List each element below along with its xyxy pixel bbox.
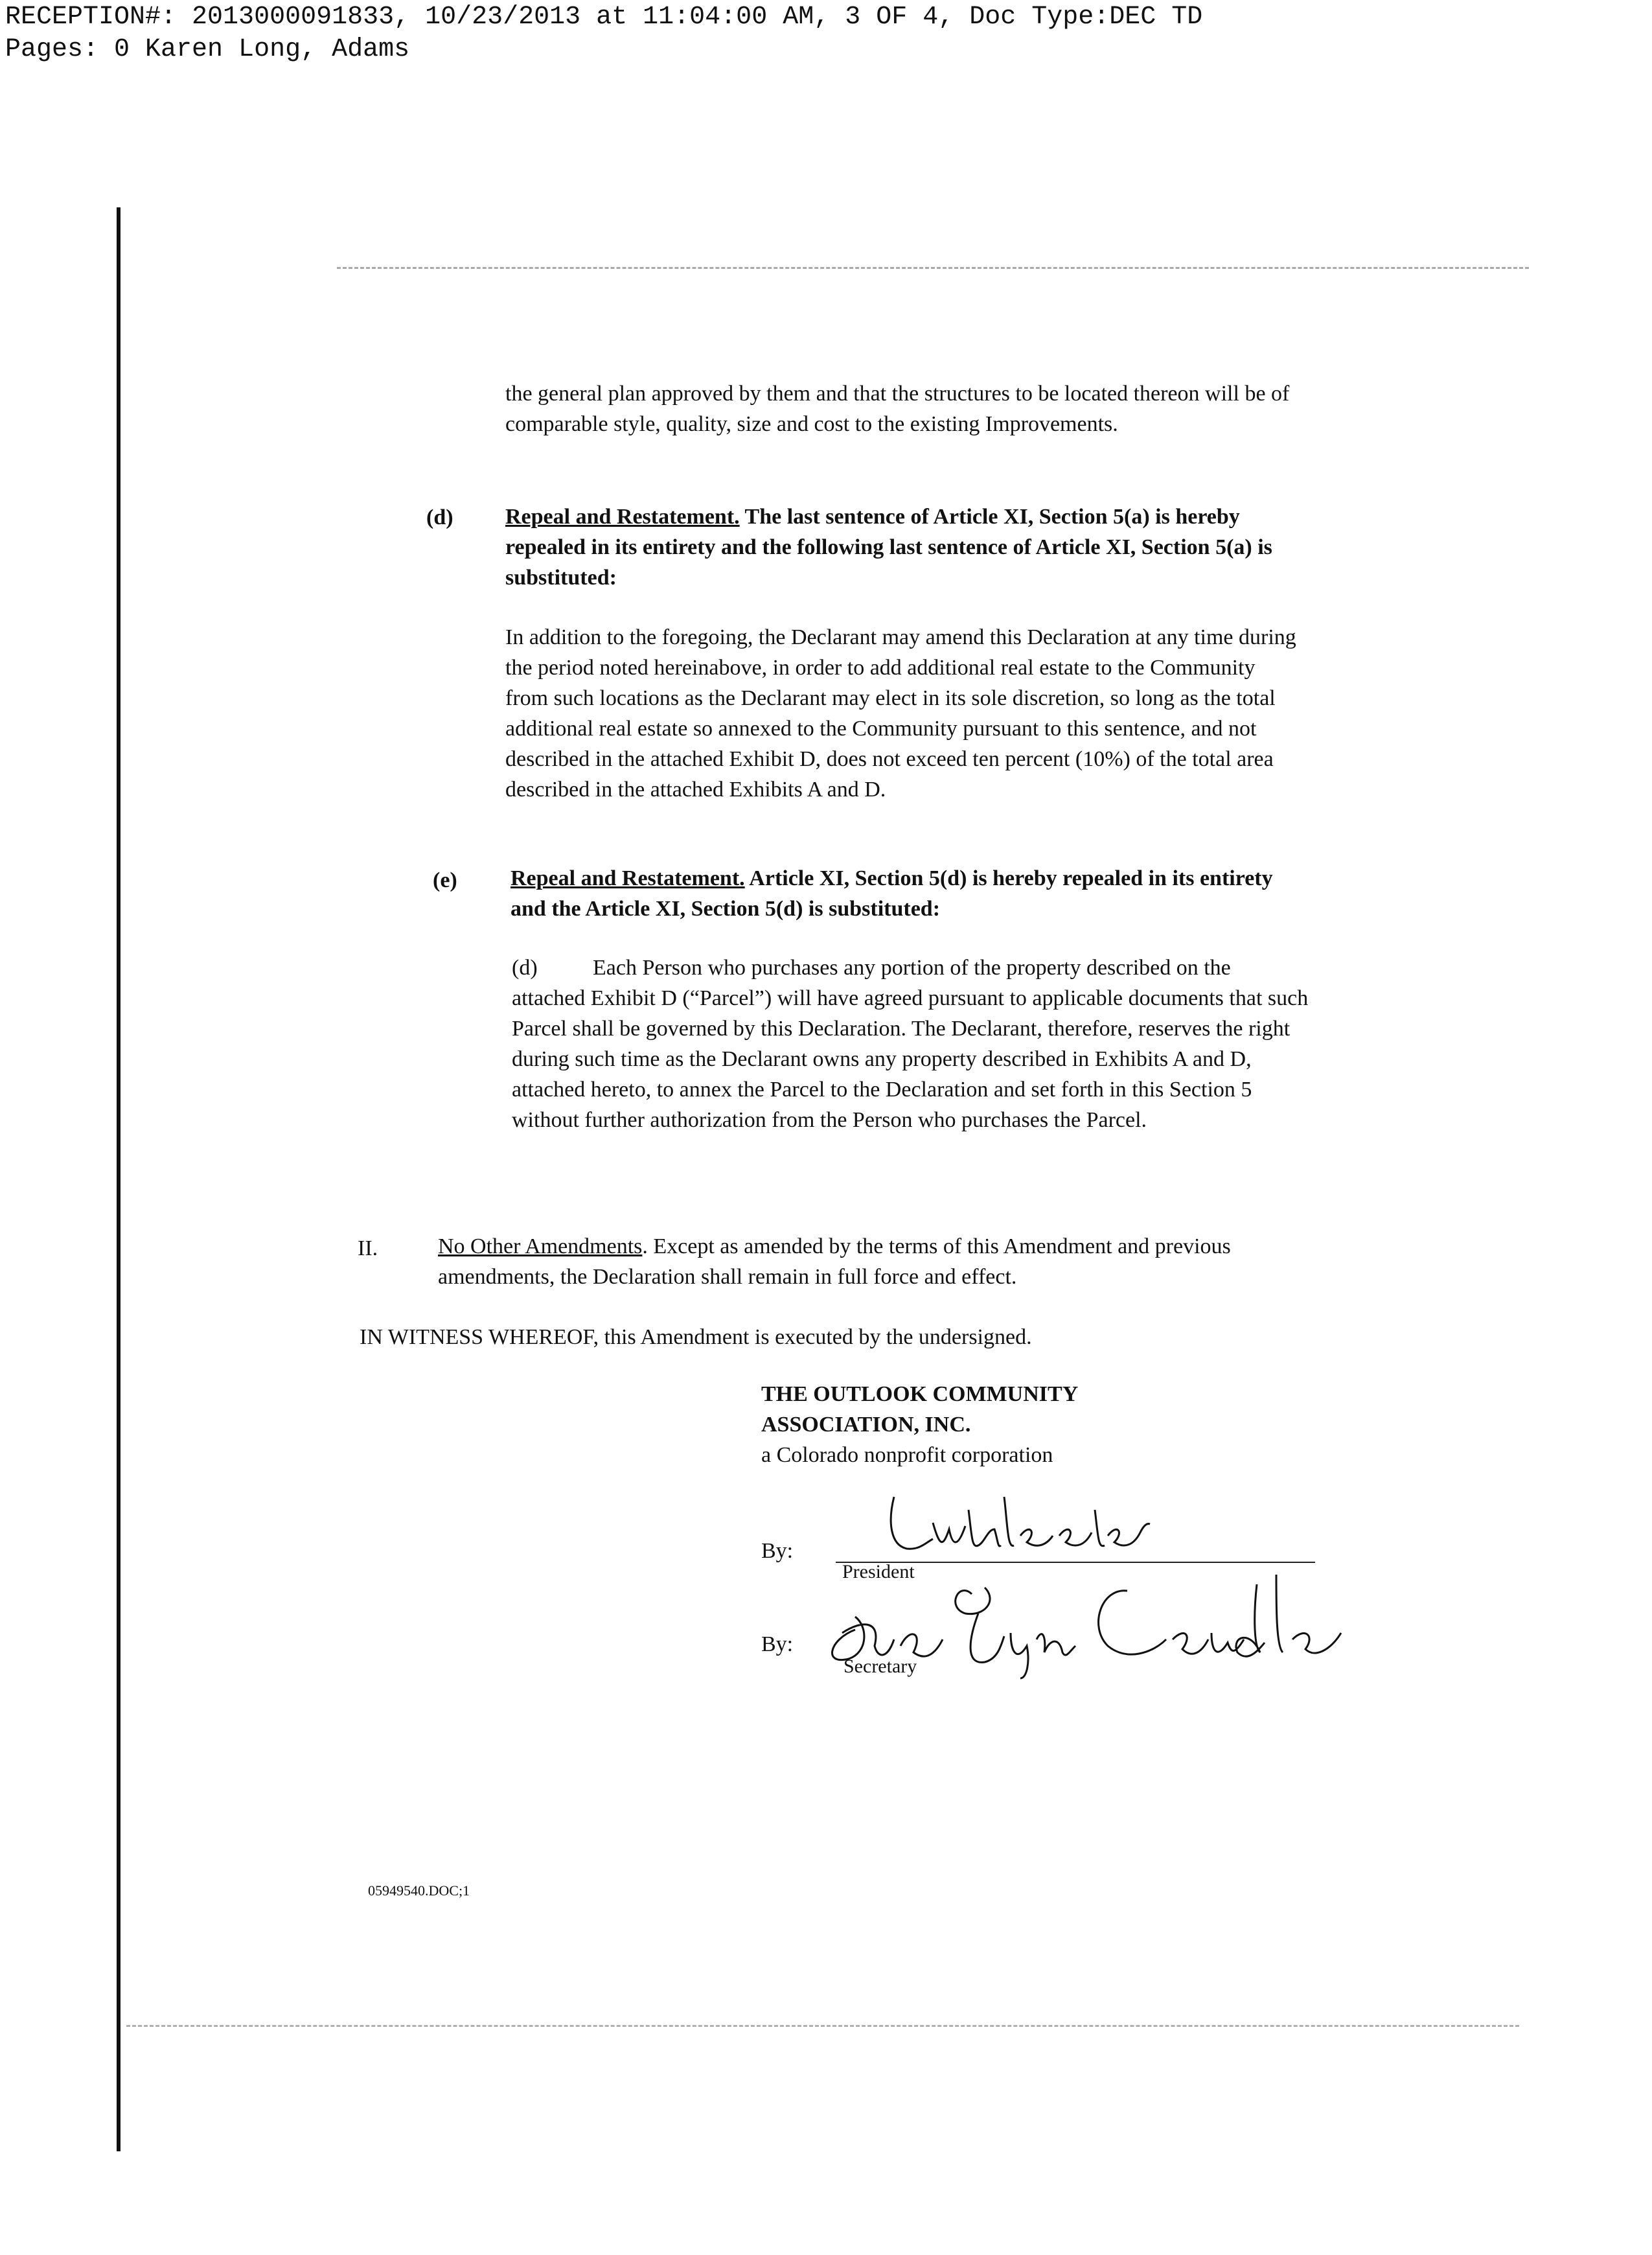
item-d-quote-text: In addition to the foregoing, the Declarant may amend this Declaration at any time during the period noted hereinabove, in order to add additional real estate to the Community from such locations as the Declarant may elect in its sole discretion, so long as the total additional real estate so annexed to the Community pursuant to this sentence, and not described in the attached Exhibit D, does not exceed ten percent (10%) of the total area described in the attached Exhibits A and D. [505, 625, 1296, 802]
org-name-line-2: ASSOCIATION, INC. [761, 1413, 971, 1437]
item-d-marker: (d) [426, 505, 453, 529]
item-d-heading: Repeal and Restatement. [505, 505, 740, 529]
recording-header-line-1: RECEPTION#: 2013000091833, 10/23/2013 at 11:04:00 AM, 3 OF 4, Doc Type:DEC TD [5, 3, 1203, 32]
scan-margin-bar [117, 207, 120, 2151]
section-ii-paragraph [438, 1231, 1313, 1292]
section-ii-text: . Except as amended by the terms of this Amendment and previous amendments, the Declaration shall remain in full force and effect. [438, 1234, 1231, 1289]
witness-clause-text: IN WITNESS WHEREOF, this Amendment is executed by the undersigned. [360, 1325, 1032, 1349]
title-secretary: Secretary [843, 1656, 917, 1677]
item-e-heading: Repeal and Restatement. [511, 866, 745, 890]
scan-bottom-edge [126, 2025, 1519, 2027]
signature-president [881, 1484, 1153, 1562]
paragraph-continuation-text: the general plan approved by them and that the structures to be located thereon will be of comparable style, quality, size and cost to the existing Improvements. [505, 382, 1290, 436]
item-d-paragraph [505, 502, 1302, 593]
item-d-quote [505, 622, 1299, 805]
by-label-president: By: [761, 1539, 794, 1563]
by-label-secretary: By: [761, 1632, 794, 1656]
scan-top-edge [337, 267, 1529, 269]
document-id: 05949540.DOC;1 [368, 1882, 470, 1899]
item-e-quote-text: Each Person who purchases any portion of the property described on the attached Exhibit D (“Parcel”) will have agreed pursuant to applicable documents that such Parcel shall be governed by this Declaration. The Declarant, therefore, reserves the right during such time as the Declarant owns any property described in Exhibits A and D, attached hereto, to annex the Parcel to the Declaration and set forth in this Section 5 without further authorization from the Person who purchases the Parcel. [512, 956, 1309, 1132]
item-e-sub-marker: (d) [512, 956, 538, 980]
recording-header-line-2: Pages: 0 Karen Long, Adams [5, 35, 410, 64]
org-description: a Colorado nonprofit corporation [761, 1443, 1053, 1467]
section-ii-heading: No Other Amendments [438, 1234, 643, 1258]
item-d-text: The last sentence of Article XI, Section 5(a) is hereby repealed in its entirety and the following last sentence of Article XI, Section 5(a) is substituted: [505, 505, 1272, 590]
org-name-line-1: THE OUTLOOK COMMUNITY [761, 1382, 1079, 1406]
title-president: President [842, 1561, 915, 1582]
section-ii-marker: II. [358, 1236, 378, 1260]
paragraph-continuation [505, 378, 1296, 439]
item-e-paragraph [511, 863, 1304, 924]
item-e-quote [512, 953, 1309, 1135]
item-e-marker: (e) [433, 868, 457, 892]
item-e-text: Article XI, Section 5(d) is hereby repealed in its entirety and the Article XI, Section 5(d) is substituted: [511, 866, 1273, 921]
recording-header [5, 1, 1625, 66]
witness-clause [360, 1322, 1331, 1352]
